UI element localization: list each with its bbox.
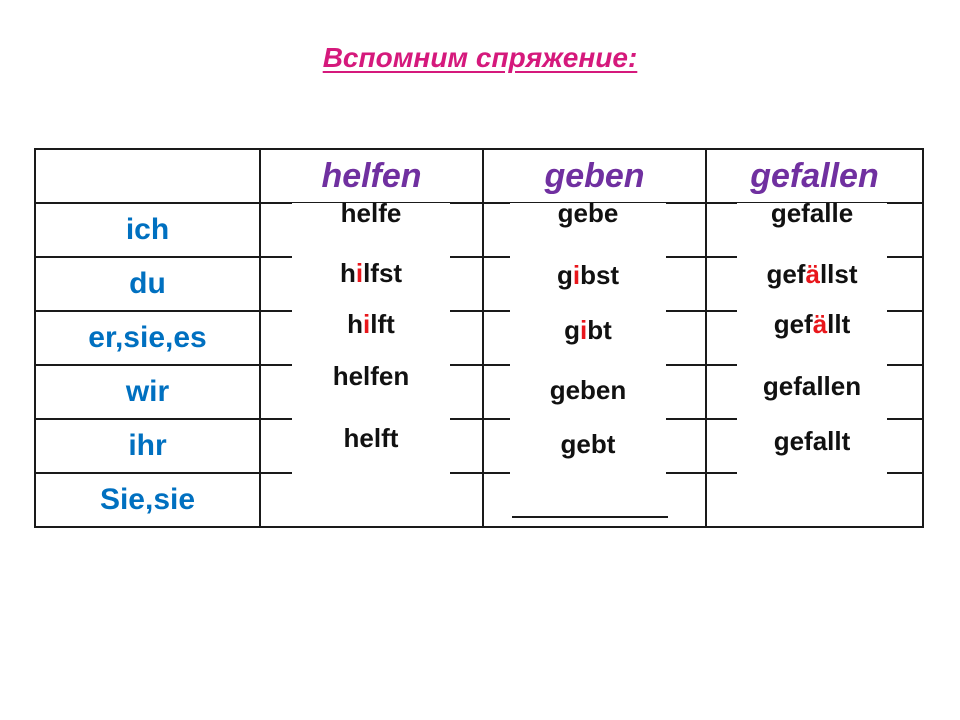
pronoun-label: ich <box>125 213 170 246</box>
pronoun-label: Sie,sie <box>99 483 196 516</box>
form-gefallen-ich: gefalle <box>770 198 854 228</box>
pronoun-cell <box>35 365 260 419</box>
card-geben-bottom-edge <box>512 516 668 518</box>
card-geben <box>510 203 666 517</box>
form-geben-ihr: gebt <box>560 429 616 459</box>
verb-header-label: gefallen <box>750 156 879 195</box>
card-gefallen <box>737 203 887 509</box>
form-gefallen-du: gefällst <box>766 259 858 289</box>
pronoun-cell <box>35 419 260 473</box>
form-helfen-du: hilfst <box>339 258 403 288</box>
form-helfen-ihr: helft <box>343 423 399 453</box>
pronoun-label: du <box>129 267 166 300</box>
pronoun-cell <box>35 311 260 365</box>
verb-header-gefallen <box>706 149 923 203</box>
pronoun-cell <box>35 257 260 311</box>
verb-header-helfen <box>260 149 483 203</box>
pronoun-cell <box>35 203 260 257</box>
form-helfen-er: hilft <box>347 309 395 339</box>
form-helfen-ich: helfe <box>340 198 402 228</box>
pronoun-cell <box>35 473 260 527</box>
corner-cell <box>35 149 260 203</box>
pronoun-label: er,sie,es <box>88 321 207 354</box>
verb-header-geben <box>483 149 706 203</box>
header-row <box>35 149 923 203</box>
form-gefallen-ihr: gefallt <box>773 426 851 456</box>
verb-header-label: helfen <box>321 156 422 195</box>
form-helfen-wir: helfen <box>332 361 410 391</box>
verb-header-label: geben <box>544 156 645 195</box>
form-gefallen-wir: gefallen <box>762 371 862 401</box>
form-gefallen-er: gefällt <box>773 309 851 339</box>
form-geben-ich: gebe <box>557 198 619 228</box>
form-geben-er: gibt <box>564 315 612 345</box>
slide-title: Вспомним спряжение: <box>322 42 638 73</box>
form-geben-wir: geben <box>549 375 627 405</box>
form-geben-du: gibst <box>556 260 620 290</box>
pronoun-label: wir <box>125 375 170 408</box>
pronoun-label: ihr <box>128 429 167 462</box>
